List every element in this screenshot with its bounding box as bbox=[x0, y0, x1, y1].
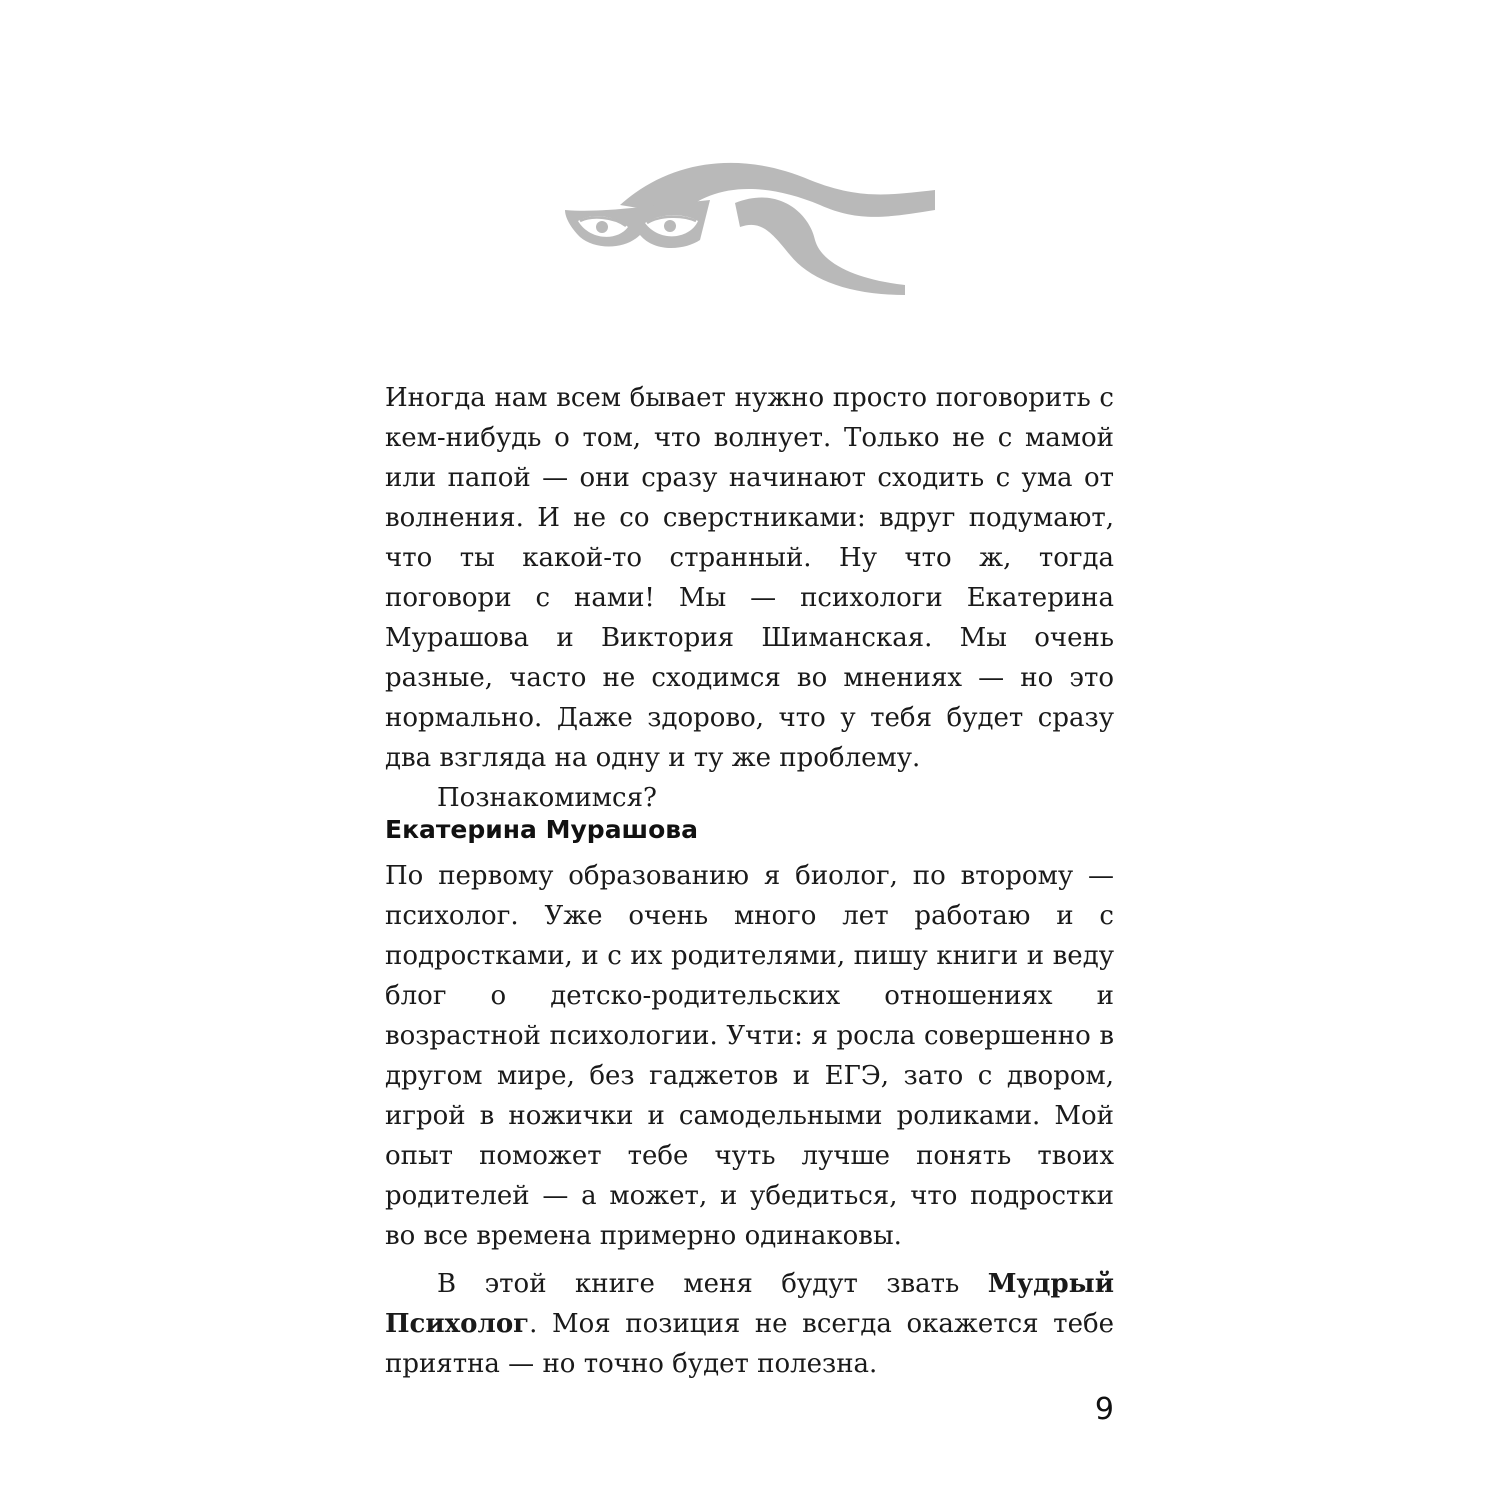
section-title: Екатерина Мурашова bbox=[385, 815, 698, 844]
intro-block bbox=[385, 378, 1114, 818]
masked-eyes-icon bbox=[560, 155, 940, 300]
page-number: 9 bbox=[1094, 1392, 1114, 1427]
intro-paragraph: Иногда нам всем бывает нужно просто поговорить с кем-нибудь о том, что волнует. Только не с мамой или папой — они сразу начинают сходить с ума от волнения. И не со сверстниками: вдруг подумают, что ты какой-то странный. Ну что ж, тогда поговори с нами! Мы — психологи Екатерина Мурашова и Виктория Шиманская. Мы очень разные, часто не сходимся во мнениях — но это нормально. Даже здорово, что у тебя будет сразу два взгляда на одну и ту же проблему. bbox=[385, 383, 1114, 773]
bio-paragraph-2-end: . Моя позиция не всегда окажется тебе приятна — но точно будет полезна. bbox=[385, 1309, 1114, 1379]
bio-block bbox=[385, 856, 1114, 1384]
bio-paragraph-1: По первому образованию я биолог, по второму — психолог. Уже очень много лет работаю и с подростками, и с их родителями, пишу книги и веду блог о детско-родительских отношениях и возрастной психологии. Учти: я росла совершенно в другом мире, без гаджетов и ЕГЭ, зато с двором, игрой в ножички и самодельными роликами. Мой опыт поможет тебе чуть лучше понять твоих родителей — а может, и убедиться, что подростки во все времена примерно одинаковы. bbox=[385, 861, 1114, 1251]
intro-question: Познакомимся? bbox=[437, 783, 657, 813]
bio-nickname: Мудрый Психолог bbox=[385, 1269, 1114, 1339]
bio-paragraph-2 bbox=[385, 1264, 1114, 1384]
bio-paragraph-2-start: В этой книге меня будут звать bbox=[437, 1269, 988, 1299]
